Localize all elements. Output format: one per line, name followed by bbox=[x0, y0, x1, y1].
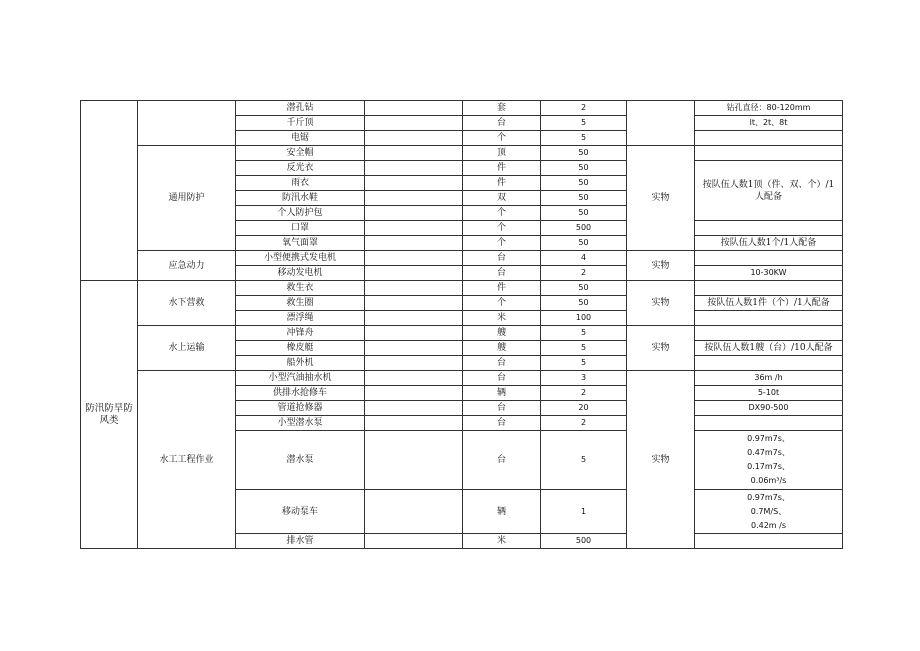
item-spec bbox=[695, 221, 843, 236]
item-qty: 4 bbox=[541, 251, 627, 266]
item-name: 电锯 bbox=[236, 131, 365, 146]
equipment-table bbox=[80, 100, 843, 549]
item-spec: 36m /h bbox=[695, 371, 843, 386]
empty-cell bbox=[365, 371, 463, 386]
empty-cell bbox=[365, 161, 463, 176]
item-spec bbox=[695, 534, 843, 549]
item-qty: 50 bbox=[541, 191, 627, 206]
spec-line: 0.97m7s、 bbox=[747, 434, 790, 443]
item-qty: 5 bbox=[541, 341, 627, 356]
empty-cell bbox=[365, 416, 463, 431]
item-qty: 50 bbox=[541, 206, 627, 221]
item-qty: 1 bbox=[541, 490, 627, 534]
subcategory-cell-empty bbox=[138, 101, 236, 146]
item-unit: 台 bbox=[463, 416, 541, 431]
empty-cell bbox=[365, 206, 463, 221]
empty-cell bbox=[365, 296, 463, 311]
item-name: 船外机 bbox=[236, 356, 365, 371]
category-cell-empty bbox=[81, 101, 138, 281]
item-spec: 10-30KW bbox=[695, 266, 843, 281]
item-spec bbox=[695, 251, 843, 266]
spec-line: 0.17m7s、 bbox=[747, 462, 790, 471]
item-name: 潜水泵 bbox=[236, 431, 365, 490]
item-qty: 5 bbox=[541, 326, 627, 341]
item-name: 救生圈 bbox=[236, 296, 365, 311]
item-qty: 500 bbox=[541, 534, 627, 549]
item-qty: 3 bbox=[541, 371, 627, 386]
item-unit: 台 bbox=[463, 251, 541, 266]
item-name: 移动泵车 bbox=[236, 490, 365, 534]
item-qty: 100 bbox=[541, 311, 627, 326]
item-name: 个人防护包 bbox=[236, 206, 365, 221]
table-row bbox=[81, 281, 843, 296]
item-unit: 台 bbox=[463, 116, 541, 131]
item-unit: 套 bbox=[463, 101, 541, 116]
item-qty: 500 bbox=[541, 221, 627, 236]
spec-line: 0.7M/S、 bbox=[750, 506, 787, 516]
table-row bbox=[81, 146, 843, 161]
item-spec: 按队伍人数1个/1人配备 bbox=[695, 236, 843, 251]
table-row bbox=[81, 101, 843, 116]
item-spec bbox=[695, 416, 843, 431]
type-physical: 实物 bbox=[627, 371, 695, 549]
subcategory-general-protection: 通用防护 bbox=[138, 146, 236, 251]
item-name: 移动发电机 bbox=[236, 266, 365, 281]
item-spec-multiline bbox=[695, 431, 843, 490]
item-unit: 台 bbox=[463, 266, 541, 281]
table-row bbox=[81, 326, 843, 341]
item-name: 防汛水鞋 bbox=[236, 191, 365, 206]
item-qty: 5 bbox=[541, 131, 627, 146]
item-name: 救生衣 bbox=[236, 281, 365, 296]
item-name: 口罩 bbox=[236, 221, 365, 236]
empty-cell bbox=[365, 326, 463, 341]
category-flood: 防汛防旱防风类 bbox=[81, 281, 138, 549]
item-spec bbox=[695, 146, 843, 161]
empty-cell bbox=[365, 281, 463, 296]
subcategory-water-transport: 水上运输 bbox=[138, 326, 236, 371]
item-name: 潜孔钻 bbox=[236, 101, 365, 116]
item-spec bbox=[695, 281, 843, 296]
type-cell-empty bbox=[627, 101, 695, 146]
spec-line: 0.06m³/s bbox=[750, 476, 787, 485]
empty-cell bbox=[365, 401, 463, 416]
empty-cell bbox=[365, 131, 463, 146]
empty-cell bbox=[365, 236, 463, 251]
item-qty: 2 bbox=[541, 266, 627, 281]
subcategory-underwater-rescue: 水下营救 bbox=[138, 281, 236, 326]
item-unit: 件 bbox=[463, 176, 541, 191]
item-qty: 50 bbox=[541, 176, 627, 191]
item-name: 小型潜水泵 bbox=[236, 416, 365, 431]
item-unit: 个 bbox=[463, 206, 541, 221]
empty-cell bbox=[365, 534, 463, 549]
item-name: 管道抢修器 bbox=[236, 401, 365, 416]
item-qty: 5 bbox=[541, 356, 627, 371]
merged-spec-general: 按队伍人数1顶（件、双、个）/1人配备 bbox=[695, 161, 843, 221]
type-physical: 实物 bbox=[627, 251, 695, 281]
item-name: 氧气面罩 bbox=[236, 236, 365, 251]
item-unit: 双 bbox=[463, 191, 541, 206]
item-qty: 2 bbox=[541, 416, 627, 431]
empty-cell bbox=[365, 311, 463, 326]
item-qty: 50 bbox=[541, 236, 627, 251]
subcategory-water-engineering: 水工工程作业 bbox=[138, 371, 236, 549]
item-qty: 50 bbox=[541, 296, 627, 311]
empty-cell bbox=[365, 266, 463, 281]
item-unit: 艘 bbox=[463, 341, 541, 356]
item-name: 排水管 bbox=[236, 534, 365, 549]
spec-line: 0.42m /s bbox=[750, 520, 786, 530]
subcategory-emergency-power: 应急动力 bbox=[138, 251, 236, 281]
empty-cell bbox=[365, 386, 463, 401]
item-unit: 个 bbox=[463, 131, 541, 146]
empty-cell bbox=[365, 221, 463, 236]
empty-cell bbox=[365, 251, 463, 266]
spec-line: 0.97m7s、 bbox=[747, 492, 790, 502]
type-physical: 实物 bbox=[627, 146, 695, 251]
item-spec-multiline bbox=[695, 490, 843, 534]
item-qty: 50 bbox=[541, 146, 627, 161]
item-unit: 个 bbox=[463, 221, 541, 236]
item-unit: 台 bbox=[463, 371, 541, 386]
empty-cell bbox=[365, 101, 463, 116]
item-unit: 米 bbox=[463, 311, 541, 326]
item-qty: 50 bbox=[541, 281, 627, 296]
item-unit: 个 bbox=[463, 236, 541, 251]
empty-cell bbox=[365, 341, 463, 356]
item-unit: 辆 bbox=[463, 490, 541, 534]
item-unit: 台 bbox=[463, 356, 541, 371]
item-qty: 5 bbox=[541, 431, 627, 490]
item-name: 漂浮绳 bbox=[236, 311, 365, 326]
empty-cell bbox=[365, 191, 463, 206]
item-spec bbox=[695, 311, 843, 326]
item-qty: 20 bbox=[541, 401, 627, 416]
item-unit: 艘 bbox=[463, 326, 541, 341]
item-qty: 2 bbox=[541, 101, 627, 116]
item-unit: 米 bbox=[463, 534, 541, 549]
empty-cell bbox=[365, 490, 463, 534]
table-row bbox=[81, 371, 843, 386]
item-unit: 顶 bbox=[463, 146, 541, 161]
merged-spec-rescue: 按队伍人数1件（个）/1人配备 bbox=[695, 296, 843, 311]
item-name: 供排水抢修车 bbox=[236, 386, 365, 401]
type-physical: 实物 bbox=[627, 326, 695, 371]
item-name: 千斤顶 bbox=[236, 116, 365, 131]
item-unit: 件 bbox=[463, 281, 541, 296]
spec-line: 0.47m7s、 bbox=[747, 448, 790, 457]
empty-cell bbox=[365, 356, 463, 371]
item-name: 冲锋舟 bbox=[236, 326, 365, 341]
item-qty: 5 bbox=[541, 116, 627, 131]
item-unit: 台 bbox=[463, 431, 541, 490]
item-spec: 钻孔直径：80-120mm bbox=[695, 101, 843, 116]
type-physical: 实物 bbox=[627, 281, 695, 326]
empty-cell bbox=[365, 116, 463, 131]
item-spec bbox=[695, 356, 843, 371]
merged-spec-transport: 按队伍人数1艘（台）/10人配备 bbox=[695, 341, 843, 356]
item-name: 雨衣 bbox=[236, 176, 365, 191]
item-spec: 5-10t bbox=[695, 386, 843, 401]
item-name: 安全帽 bbox=[236, 146, 365, 161]
item-name: 橡皮艇 bbox=[236, 341, 365, 356]
item-qty: 2 bbox=[541, 386, 627, 401]
empty-cell bbox=[365, 431, 463, 490]
item-spec bbox=[695, 131, 843, 146]
item-unit: 辆 bbox=[463, 386, 541, 401]
table-row bbox=[81, 251, 843, 266]
item-spec: DX90-500 bbox=[695, 401, 843, 416]
item-unit: 台 bbox=[463, 401, 541, 416]
item-unit: 件 bbox=[463, 161, 541, 176]
item-name: 小型汽油抽水机 bbox=[236, 371, 365, 386]
item-name: 小型便携式发电机 bbox=[236, 251, 365, 266]
empty-cell bbox=[365, 146, 463, 161]
empty-cell bbox=[365, 176, 463, 191]
item-unit: 个 bbox=[463, 296, 541, 311]
item-name: 反光衣 bbox=[236, 161, 365, 176]
item-spec bbox=[695, 326, 843, 341]
item-qty: 50 bbox=[541, 161, 627, 176]
item-spec: lt、2t、8t bbox=[695, 116, 843, 131]
